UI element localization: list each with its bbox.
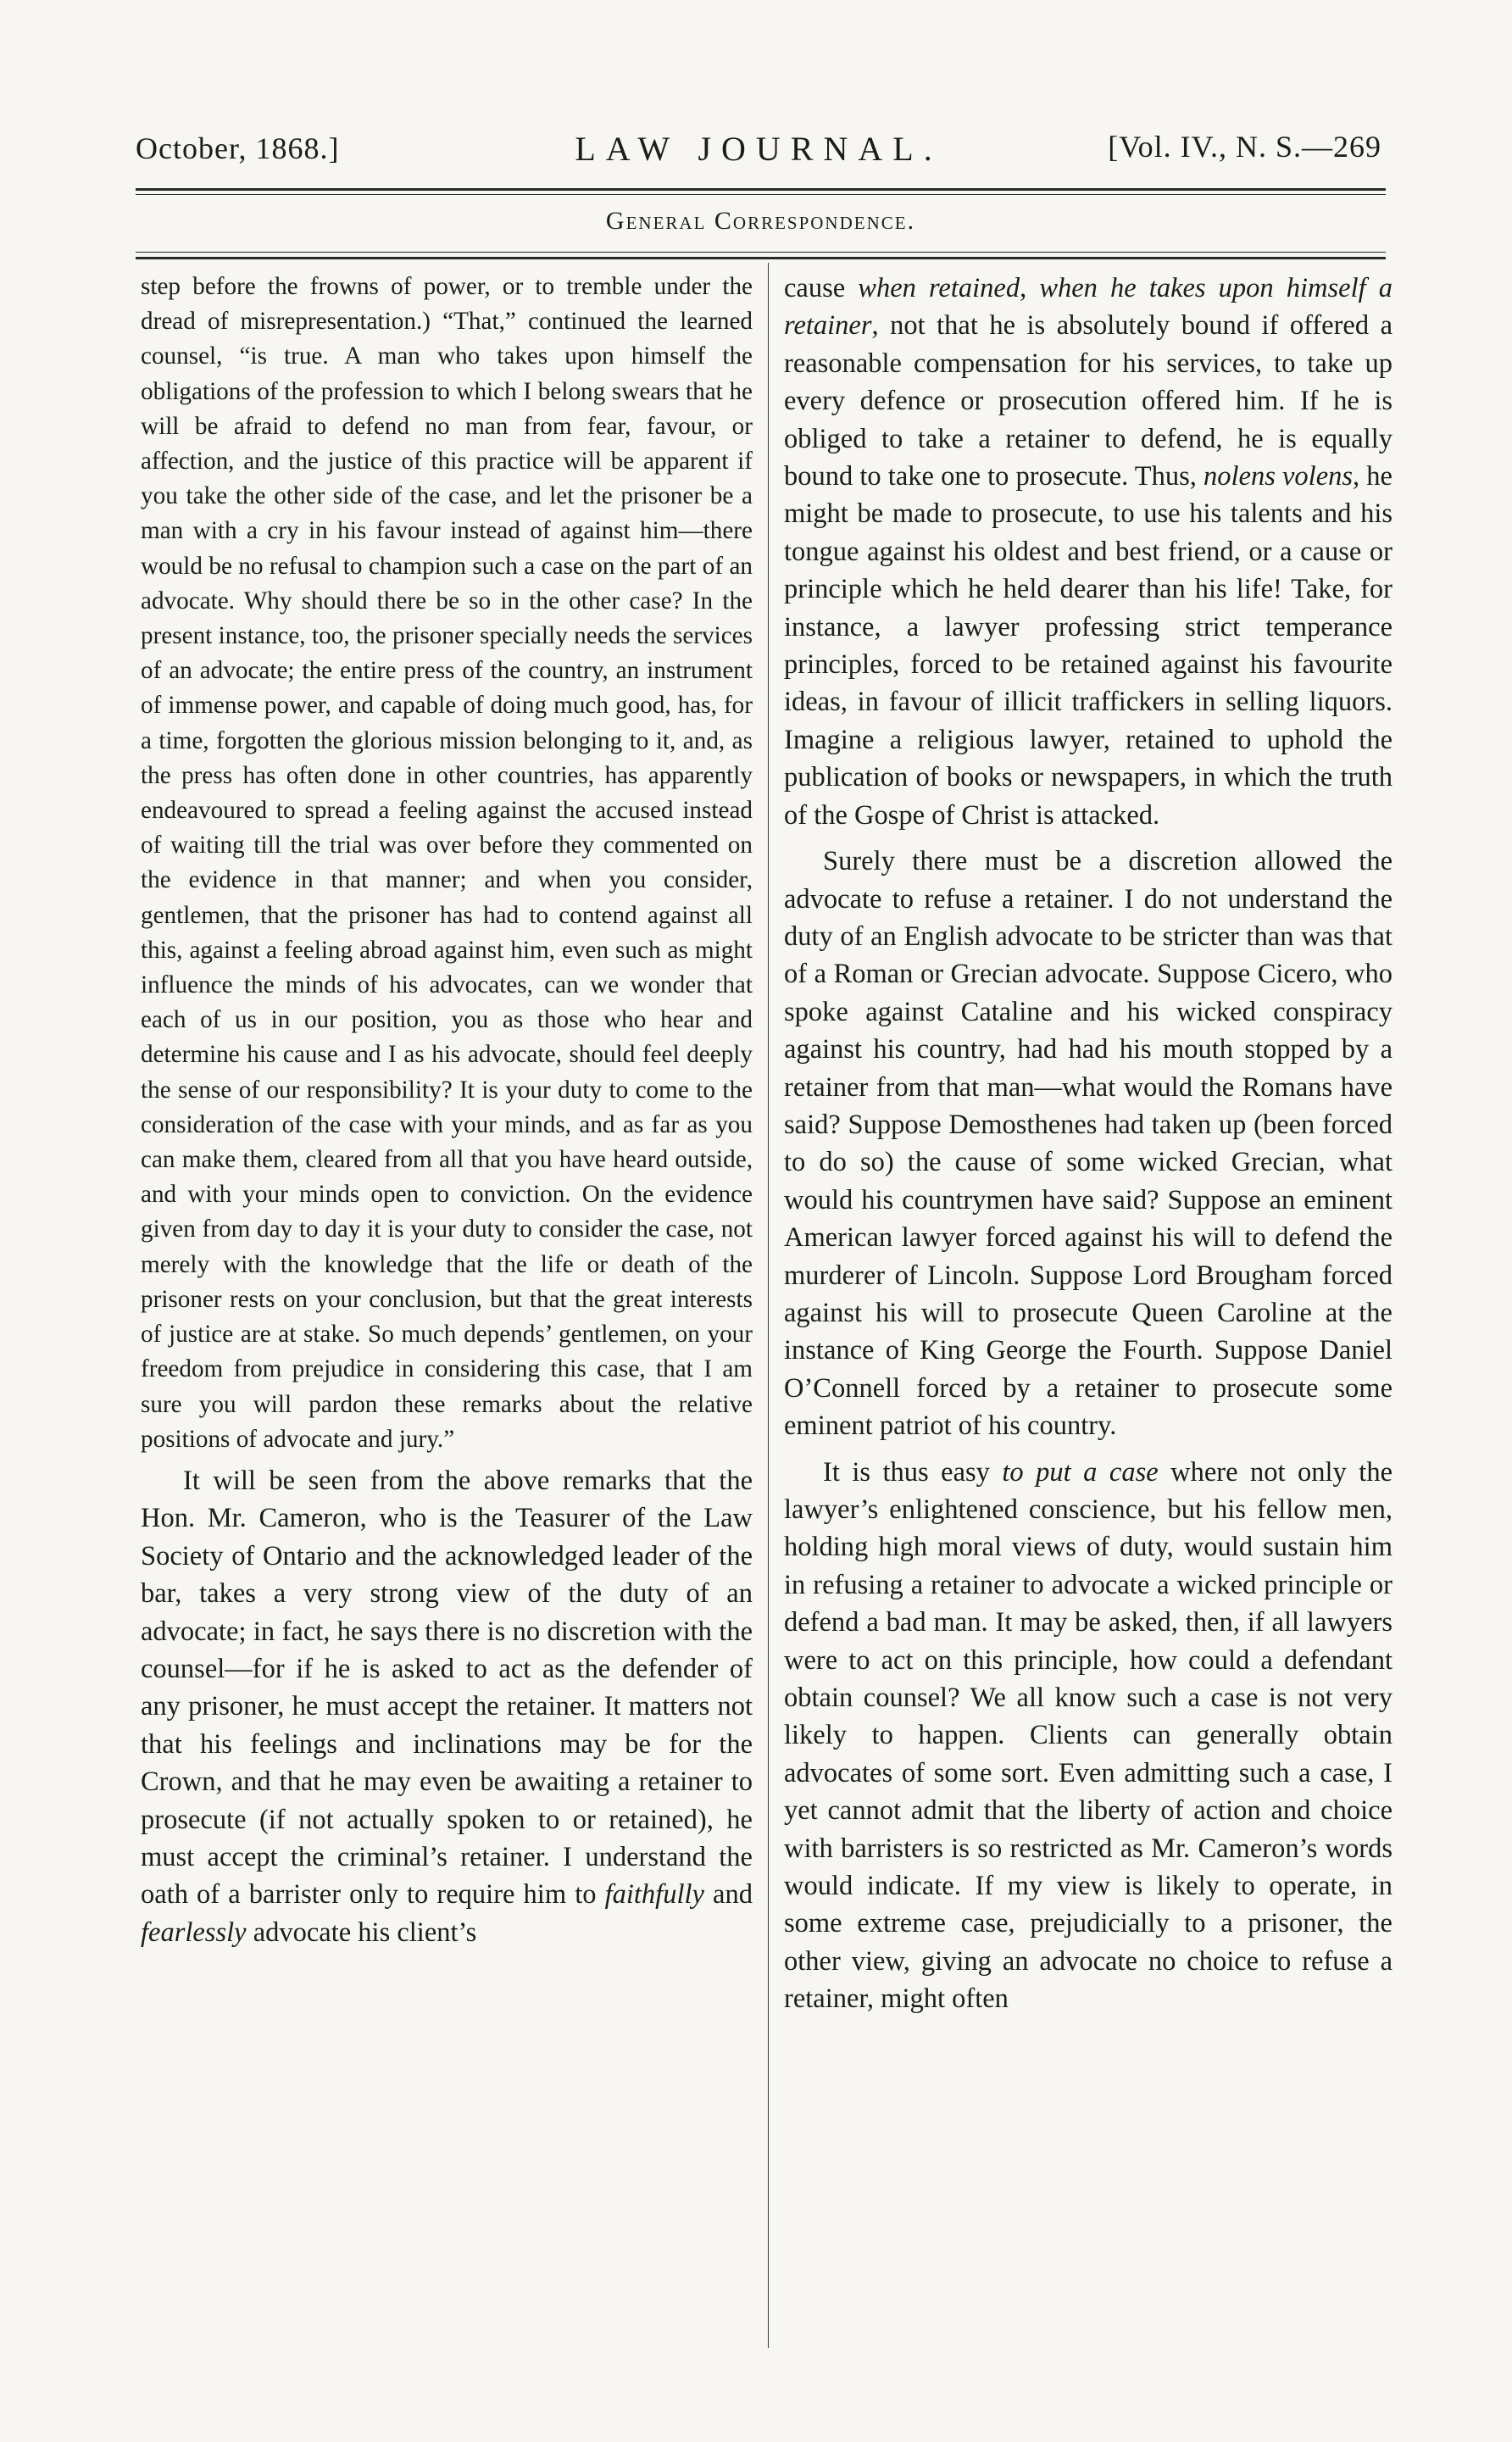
right-column: [784, 270, 1392, 2018]
journal-title: LAW JOURNAL.: [575, 130, 942, 168]
issue-date: October, 1868.]: [136, 131, 340, 165]
section-heading: General Correspondence.: [605, 207, 916, 235]
right-paragraph-3: It is thus easy to put a case where not only the lawyer’s enlightened conscience, but his fellow men, holding high moral views of duty, would sustain him in refusing a retainer to advocate a wicked principle or defend a bad man. It may be asked, then, if all lawyers were to act on this principle, how could a defendant obtain counsel? We all know such a case is not very likely to happen. Clients can generally obtain advocates of some sort. Even admitting such a case, I yet cannot admit that the liberty of action and choice with barristers is so restricted as Mr. Cameron’s words would indicate. If my view is likely to operate, in some extreme case, prejudicially to a prisoner, the other view, giving an advocate no choice to refuse a retainer, might often: [784, 1456, 1392, 2015]
header-rule-bottom-thin: [136, 252, 1386, 253]
volume-page-number: [Vol. IV., N. S.—269: [1108, 130, 1381, 164]
left-paragraph-1: step before the frowns of power, or to tremble under the dread of misrepresentation.) “That,” continued the learned counsel, “is true. A man who takes upon himself the obligations of the profession to which I belong swears that he will be afraid to defend no man from fear, favour, or affection, and the justice of this practice will be apparent if you take the other side of the case, and let the prisoner be a man with a cry in his favour instead of against him—there would be no refusal to champion such a case on the part of an advocate. Why should there be so in the other case? In the present instance, too, the prisoner specially needs the services of an advocate; the entire press of the country, an instrument of immense power, and capable of doing much good, has, for a time, forgotten the glorious mission belonging to it, and, as the press has often done in other countries, has apparently endeavoured to spread a feeling against the accused instead of waiting till the trial was over before they commented on the evidence in that manner; and when you consider, gentlemen, that the prisoner has had to contend against all this, against a feeling abroad against him, even such as might influence the minds of his advocates, can we wonder that each of us in our position, you as those who hear and determine his cause and I as his advocate, should feel deeply the sense of our responsibility? It is your duty to come to the consideration of the case with your minds, and as far as you can make them, cleared from all that you have heard outside, and with your minds open to conviction. On the evidence given from day to day it is your duty to consider the case, not merely with the knowledge that the life or death of the prisoner rests on your conclusion, but that the great interests of justice are at stake. So much depends’ gentlemen, on your freedom from prejudice in considering this case, that I am sure you will pardon these remarks about the relative positions of advocate and jury.”: [141, 273, 753, 1453]
left-paragraph-2: It will be seen from the above remarks that the Hon. Mr. Cameron, who is the Teasurer of the Law Society of Ontario and the acknowledged leader of the bar, takes a very strong view of the duty of an advocate; in fact, he says there is no discretion with the counsel—for if he is asked to act as the defender of any prisoner, he must accept the retainer. It matters not that his feelings and inclinations may be for the Crown, and that he may even be awaiting a retainer to prosecute (if not actually spoken to or retained), he must accept the criminal’s retainer. I understand the oath of a barrister only to require him to faithfully and fearlessly advocate his client’s: [141, 1465, 753, 1948]
header-rule-top-thin: [136, 194, 1386, 195]
left-column: [141, 270, 753, 1951]
header-rule-top: [136, 188, 1386, 191]
right-paragraph-2: Surely there must be a discretion allowed the advocate to refuse a retainer. I do not understand the duty of an English advocate to be stricter than was that of a Roman or Grecian advocate. Suppose Cicero, who spoke against Cataline and his wicked conspiracy against his country, had had his mouth stopped by a retainer from that man—what would the Romans have said? Suppose Demosthenes had taken up (been forced to do so) the cause of some wicked Grecian, what would his countrymen have said? Suppose an eminent American lawyer forced against his will to defend the murderer of Lincoln. Suppose Lord Brougham forced against his will to prosecute Queen Caroline at the instance of King George the Fourth. Suppose Daniel O’Connell forced by a retainer to prosecute some eminent patriot of his country.: [784, 846, 1392, 1442]
running-head: [136, 125, 1381, 168]
right-paragraph-1: cause when retained, when he takes upon himself a retainer, not that he is absolutely bound if offered a reasonable compensation for his services, to take up every defence or prosecution offered him. If he is obliged to take a retainer to defend, he is equally bound to take one to prosecute. Thus, nolens volens, he might be made to prosecute, to use his talents and his tongue against his oldest and best friend, or a cause or principle which he held dearer than his life! Take, for instance, a lawyer professing strict temperance principles, forced to be retained against his favourite ideas, in favour of illicit traffickers in selling liquors. Imagine a religious lawyer, retained to uphold the publication of books or newspapers, in which the truth of the Gospe of Christ is attacked.: [784, 273, 1393, 831]
column-divider: [768, 263, 769, 2348]
header-rule-bottom: [136, 257, 1386, 259]
